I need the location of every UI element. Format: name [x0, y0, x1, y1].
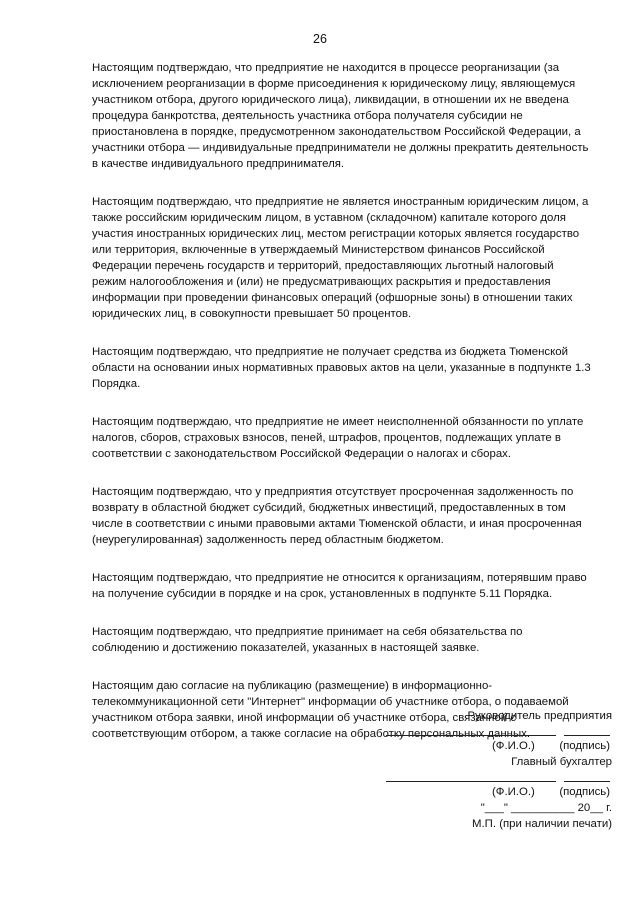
paragraph-lost-right: Настоящим подтверждаю, что предприятие не относится к организациям, потерявшим право на получение субсидии в порядке и на срок, установленных в подпункте 5.11 Порядка. — [92, 572, 587, 600]
head-name-line — [386, 735, 556, 736]
head-title: Руководитель предприятия — [467, 710, 612, 722]
paragraph-obligations: Настоящим подтверждаю, что предприятие принимает на себя обязательства по соблюдению и достижению показателей, указанных в настоящей заявке. — [92, 626, 523, 654]
signature-block — [380, 708, 612, 832]
head-signature-lines — [380, 724, 612, 738]
head-captions — [380, 738, 612, 754]
accountant-captions — [380, 784, 612, 800]
accountant-name-line — [386, 781, 556, 782]
stamp-note: М.П. (при наличии печати) — [472, 818, 612, 830]
accountant-fio-label: (Ф.И.О.) — [492, 786, 535, 798]
paragraph-consent: Настоящим даю согласие на публикацию (размещение) в информационно- телекоммуникационной сети "Интернет" информации об участнике отбора, о подаваемой участником отбора заявки, иной информации об участнике отбора, связанной с соответствующим отбором, а также согласие на обработку персональных данных. — [92, 680, 569, 740]
paragraph-reorganization: Настоящим подтверждаю, что предприятие не находится в процессе реорганизации (за исключением реорганизации в форме присоединения к юридическому лицу, являющемуся участником отбора, другого юридического лица), ликвидации, в отношении их не введена процедура банкротства, деятельность участника отбора получателя субсидии не приостановлена в порядке, предусмотренном законодательством Российской Федерации, а участники отбора — индивидуальные предприниматели не должны прекратить деятельность в качестве индивидуального предпринимателя. — [92, 62, 589, 170]
document-body — [92, 60, 610, 764]
head-sign-label: (подпись) — [559, 740, 610, 752]
accountant-sign-label: (подпись) — [559, 786, 610, 798]
accountant-sign-line — [564, 781, 610, 782]
paragraph-foreign-entity: Настоящим подтверждаю, что предприятие не является иностранным юридическим лицом, а также российским юридическим лицом, в уставном (складочном) капитале которого доля участия иностранных юридических лиц, местом регистрации которых является государство или территория, включенные в утверждаемый Министерством финансов Российской Федерации перечень государств и территорий, предоставляющих льготный налоговый режим налогообложения и (или) не предусматривающих раскрытия и предоставления информации при проведении финансовых операций (офшорные зоны) в отношении таких юридических лиц, в совокупности превышает 50 процентов. — [92, 196, 589, 320]
paragraph-budget-funds: Настоящим подтверждаю, что предприятие не получает средства из бюджета Тюменской области на основании иных нормативных правовых актов на цели, указанные в подпункте 1.3 Порядка. — [92, 346, 591, 390]
page-number: 26 — [313, 32, 327, 46]
paragraph-overdue-debt: Настоящим подтверждаю, что у предприятия отсутствует просроченная задолженность по возврату в областной бюджет субсидий, бюджетных инвестиций, предоставленных в том числе в соответствии с иными правовыми актами Тюменской области, и иная просроченная (неурегулированная) задолженность перед областным бюджетом. — [92, 486, 582, 546]
accountant-signature-lines — [380, 770, 612, 784]
accountant-title: Главный бухгалтер — [511, 756, 612, 768]
date-line: "___" __________ 20__ г. — [480, 802, 612, 814]
head-fio-label: (Ф.И.О.) — [492, 740, 535, 752]
head-sign-line — [564, 735, 610, 736]
paragraph-tax-obligations: Настоящим подтверждаю, что предприятие не имеет неисполненной обязанности по уплате налогов, сборов, страховых взносов, пеней, штрафов, процентов, подлежащих уплате в соответствии с законодательством Российской Федерации о налогах и сборах. — [92, 416, 584, 460]
